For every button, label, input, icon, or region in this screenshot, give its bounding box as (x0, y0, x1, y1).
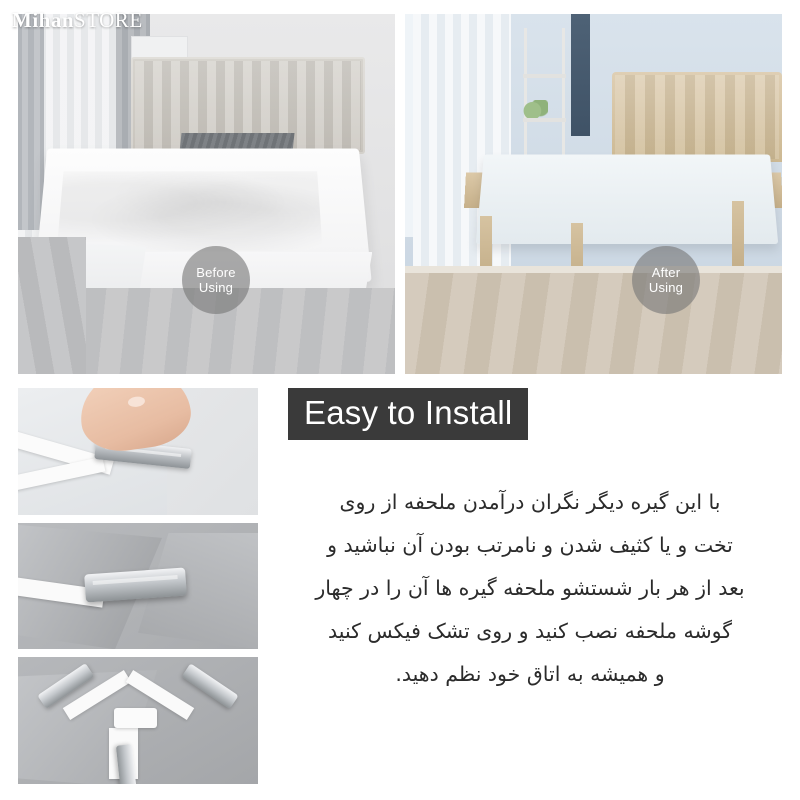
headline-banner (288, 388, 528, 440)
after-using-photo (405, 14, 782, 374)
strap-junction (114, 708, 157, 728)
after-using-badge (632, 246, 700, 314)
potted-plant (522, 100, 548, 118)
gray-curtain-left (18, 14, 44, 230)
before-using-photo (18, 14, 395, 374)
description-line: و همیشه به اتاق خود نظم دهید. (395, 662, 665, 686)
description-line: با این گیره دیگر نگران درآمدن ملحفه از روی (339, 490, 721, 514)
description-line: تخت و یا کثیف شدن و نامرتب بودن آن نباشید و (327, 533, 733, 557)
fingernail (127, 396, 146, 409)
comparison-photo-row (18, 14, 782, 374)
wood-floor-left (18, 237, 86, 374)
ladder-rail-right (562, 28, 565, 172)
install-step-2-photo (18, 523, 258, 650)
text-column (270, 388, 782, 784)
description-block (278, 482, 782, 695)
before-using-badge (182, 246, 250, 314)
badge-line-2: Using (198, 280, 234, 295)
ladder-step-1 (523, 74, 565, 78)
wood-floor (405, 273, 782, 374)
store-watermark (12, 8, 143, 33)
watermark-prefix: Mihan (12, 8, 75, 32)
description-line: گوشه ملحفه نصب کنید و روی تشک فیکس کنید (328, 619, 732, 643)
bedroom-scene-after (405, 14, 782, 374)
badge-line-1: Before (196, 264, 236, 280)
install-step-thumbnails (18, 388, 258, 784)
watermark-suffix: STORE (74, 8, 143, 32)
dark-curtain-panel (571, 14, 590, 136)
badge-line-1: After (651, 264, 681, 280)
badge-line-2: Using (648, 280, 684, 295)
bedroom-scene-before (18, 14, 395, 374)
install-section (18, 388, 782, 784)
install-step-1-photo (18, 388, 258, 515)
install-step-3-photo (18, 657, 258, 784)
description-line: بعد از هر بار شستشو ملحفه گیره ها آن را در چهار (315, 576, 745, 600)
headline-text: Easy to Install (304, 394, 513, 431)
wooden-headboard (612, 72, 782, 162)
